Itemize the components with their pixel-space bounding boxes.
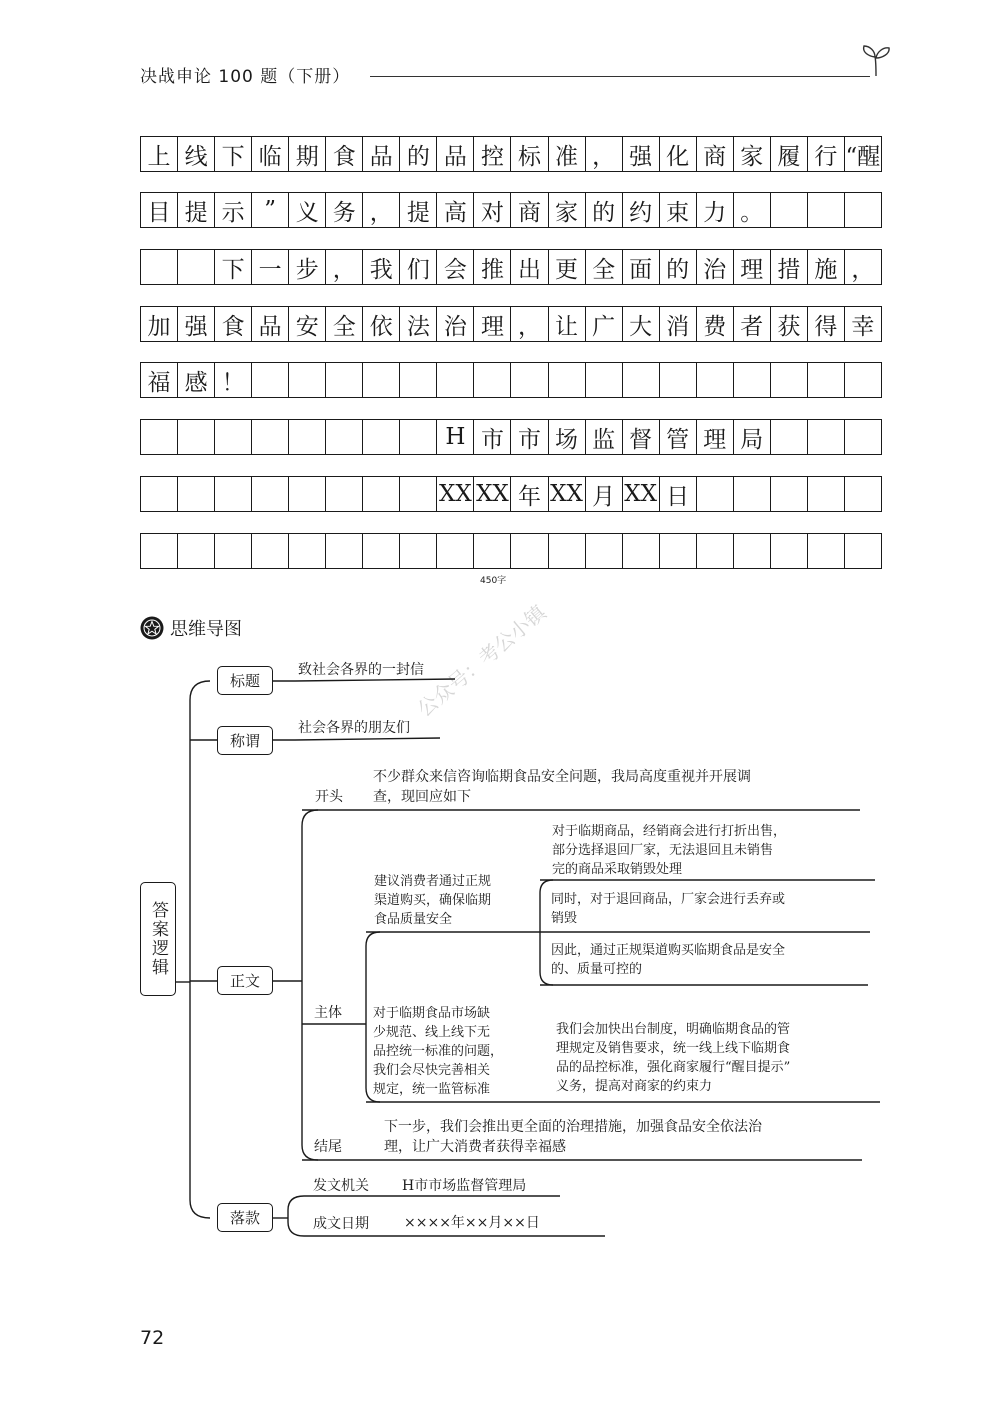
grid-cell: XX: [623, 477, 660, 511]
grid-cell: 监: [586, 420, 623, 454]
grid-row: [140, 249, 882, 285]
grid-cell: [363, 420, 400, 454]
grid-cell: [845, 420, 881, 454]
opening-label: 开头: [315, 789, 343, 805]
grid-cell: [326, 363, 363, 397]
grid-cell: ，: [511, 307, 548, 341]
grid-cell: XX: [549, 477, 586, 511]
grid-cell: 督: [623, 420, 660, 454]
branch1-text: [374, 872, 491, 929]
grid-cell: ，: [363, 193, 400, 227]
date-text: ××××年××月××日: [404, 1215, 540, 1231]
grid-cell: 消: [660, 307, 697, 341]
grid-row: [140, 476, 882, 512]
grid-cell: [808, 420, 845, 454]
grid-cell: ！: [215, 363, 252, 397]
leaf-line: 的、质量可控的: [551, 962, 643, 977]
title-node-label: 标题: [229, 672, 260, 690]
grid-cell: [252, 420, 289, 454]
title-text: 致社会各界的一封信: [298, 662, 424, 678]
grid-cell: 加: [141, 307, 178, 341]
branch1-line: 渠道购买，确保临期: [374, 893, 492, 908]
grid-cell: 一: [252, 250, 289, 284]
branch1-line: 建议消费者通过正规: [374, 874, 492, 889]
grid-row: [140, 306, 882, 342]
grid-row: [140, 533, 882, 569]
grid-cell: 感: [178, 363, 215, 397]
grid-cell: 下: [215, 137, 252, 171]
branch1-leaf2: [551, 890, 785, 928]
grid-cell: 临: [252, 137, 289, 171]
header-rule: [370, 76, 870, 77]
grid-cell: 治: [437, 307, 474, 341]
grid-cell: 示: [215, 193, 252, 227]
grid-cell: 的: [660, 250, 697, 284]
grid-cell: 全: [586, 250, 623, 284]
grid-cell: [660, 363, 697, 397]
grid-cell: [697, 477, 734, 511]
section-heading: [140, 615, 242, 641]
grid-cell: [511, 534, 548, 568]
grid-cell: 场: [549, 420, 586, 454]
salutation-node: [217, 726, 273, 755]
grid-cell: [845, 477, 881, 511]
grid-cell: [141, 420, 178, 454]
main-body-label: 主体: [314, 1005, 342, 1021]
branch2-line: 我们会尽快完善相关: [373, 1063, 491, 1078]
grid-cell: [845, 534, 881, 568]
branch2-line: 规定，统一监管标准: [373, 1082, 491, 1097]
grid-cell: [289, 363, 326, 397]
grid-cell: [549, 363, 586, 397]
grid-cell: ”: [252, 193, 289, 227]
grid-cell: [771, 534, 808, 568]
grid-cell: 品: [252, 307, 289, 341]
grid-cell: [252, 363, 289, 397]
grid-cell: 提: [178, 193, 215, 227]
grid-cell: 管: [660, 420, 697, 454]
grid-cell: [141, 250, 178, 284]
grid-cell: 行: [808, 137, 845, 171]
grid-cell: 标: [511, 137, 548, 171]
grid-cell: 品: [437, 137, 474, 171]
grid-cell: 年: [511, 477, 548, 511]
grid-cell: [437, 363, 474, 397]
grid-cell: [771, 477, 808, 511]
grid-cell: 的: [586, 193, 623, 227]
grid-cell: [289, 420, 326, 454]
grid-cell: 商: [697, 137, 734, 171]
grid-cell: [252, 534, 289, 568]
grid-cell: 者: [734, 307, 771, 341]
grid-cell: 的: [400, 137, 437, 171]
grid-cell: [141, 477, 178, 511]
grid-cell: 高: [437, 193, 474, 227]
grid-cell: 履: [771, 137, 808, 171]
opening-text-line1: 不少群众来信咨询临期食品安全问题，我局高度重视并开展调: [373, 769, 751, 785]
grid-cell: 对: [474, 193, 511, 227]
grid-cell: [808, 363, 845, 397]
grid-cell: 义: [289, 193, 326, 227]
grid-cell: 市: [511, 420, 548, 454]
grid-cell: 施: [808, 250, 845, 284]
grid-cell: [326, 477, 363, 511]
grid-cell: [474, 363, 511, 397]
grid-cell: [697, 534, 734, 568]
grid-cell: 食: [215, 307, 252, 341]
leaf-line: 义务，提高对商家的约束力: [556, 1079, 713, 1094]
grid-cell: [586, 534, 623, 568]
branch1-leaf1: [552, 822, 786, 879]
grid-cell: 化: [660, 137, 697, 171]
grid-cell: [326, 534, 363, 568]
grid-cell: [697, 363, 734, 397]
grid-cell: 理: [697, 420, 734, 454]
leaf-line: 品的品控标准，强化商家履行“醒目提示”: [556, 1060, 791, 1075]
grid-cell: [178, 477, 215, 511]
leaf-line: 我们会加快出台制度，明确临期食品的管: [556, 1022, 791, 1037]
grid-cell: 获: [771, 307, 808, 341]
issuer-label: 发文机关: [313, 1178, 369, 1194]
branch1-line: 食品质量安全: [374, 912, 453, 927]
grid-cell: 得: [808, 307, 845, 341]
grid-row: [140, 192, 882, 228]
grid-cell: 费: [697, 307, 734, 341]
grid-cell: 局: [734, 420, 771, 454]
signature-node-label: 落款: [229, 1209, 260, 1227]
grid-cell: [252, 477, 289, 511]
grid-cell: 法: [400, 307, 437, 341]
grid-cell: [400, 477, 437, 511]
leaf-line: 销毁: [551, 911, 578, 926]
grid-cell: [808, 477, 845, 511]
grid-cell: [178, 250, 215, 284]
grid-cell: 福: [141, 363, 178, 397]
grid-cell: [771, 193, 808, 227]
grid-cell: [326, 420, 363, 454]
grid-cell: 出: [511, 250, 548, 284]
grid-cell: [474, 534, 511, 568]
title-node: [217, 666, 273, 695]
leaf-line: 部分选择退回厂家，无法退回且未销售: [552, 843, 774, 858]
section-title: 思维导图: [170, 619, 242, 640]
sprout-icon: [858, 44, 894, 78]
grid-cell: 理: [474, 307, 511, 341]
ending-text-line2: 理，让广大消费者获得幸福感: [384, 1139, 566, 1155]
branch2-line: 对于临期食品市场缺: [373, 1006, 491, 1021]
grid-row: [140, 136, 882, 172]
grid-cell: [511, 363, 548, 397]
grid-cell: 强: [623, 137, 660, 171]
grid-cell: [215, 534, 252, 568]
grid-cell: 准: [549, 137, 586, 171]
grid-cell: [178, 534, 215, 568]
grid-cell: [808, 534, 845, 568]
grid-cell: 月: [586, 477, 623, 511]
grid-cell: 食: [326, 137, 363, 171]
signature-node: [217, 1203, 273, 1232]
grid-cell: [363, 363, 400, 397]
grid-cell: 治: [697, 250, 734, 284]
grid-cell: 会: [437, 250, 474, 284]
grid-cell: 强: [178, 307, 215, 341]
grid-cell: [845, 193, 881, 227]
grid-cell: 措: [771, 250, 808, 284]
branch1-leaf3: [551, 941, 785, 979]
grid-cell: 们: [400, 250, 437, 284]
grid-cell: [549, 534, 586, 568]
salutation-text: 社会各界的朋友们: [298, 720, 410, 736]
issuer-text: H市市场监督管理局: [402, 1178, 527, 1194]
grid-cell: 束: [660, 193, 697, 227]
grid-cell: [771, 363, 808, 397]
root-node: [140, 882, 176, 996]
grid-cell: [400, 420, 437, 454]
leaf-line: 对于临期商品，经销商会进行打折出售，: [552, 824, 787, 839]
grid-cell: 约: [623, 193, 660, 227]
grid-cell: 上: [141, 137, 178, 171]
ending-label: 结尾: [314, 1139, 342, 1155]
grid-cell: [289, 534, 326, 568]
grid-cell: [734, 534, 771, 568]
grid-cell: 商: [511, 193, 548, 227]
grid-cell: [845, 363, 881, 397]
ending-text-line1: 下一步，我们会推出更全面的治理措施，加强食品安全依法治: [384, 1119, 762, 1135]
grid-cell: XX: [437, 477, 474, 511]
grid-cell: 提: [400, 193, 437, 227]
grid-cell: [363, 534, 400, 568]
grid-cell: [215, 477, 252, 511]
grid-cell: 品: [363, 137, 400, 171]
grid-cell: [734, 477, 771, 511]
grid-row: [140, 419, 882, 455]
grid-cell: 让: [549, 307, 586, 341]
grid-cell: XX: [474, 477, 511, 511]
grid-cell: 控: [474, 137, 511, 171]
leaf-line: 完的商品采取销毁处理: [552, 862, 683, 877]
grid-cell: [734, 363, 771, 397]
grid-cell: [289, 477, 326, 511]
grid-cell: 市: [474, 420, 511, 454]
grid-cell: ，: [326, 250, 363, 284]
leaf-line: 因此，通过正规渠道购买临期食品是安全: [551, 943, 786, 958]
grid-cell: [623, 363, 660, 397]
salutation-node-label: 称谓: [229, 732, 260, 750]
grid-cell: 全: [326, 307, 363, 341]
grid-cell: 线: [178, 137, 215, 171]
grid-cell: 家: [734, 137, 771, 171]
grid-cell: [660, 534, 697, 568]
root-node-label: 答案逻辑: [148, 901, 168, 977]
grid-cell: 力: [697, 193, 734, 227]
branch2-line: 品控统一标准的问题，: [373, 1044, 504, 1059]
page-number: 72: [140, 1327, 165, 1349]
grid-cell: 理: [734, 250, 771, 284]
grid-cell: [437, 534, 474, 568]
grid-cell: 幸: [851, 313, 875, 340]
grid-cell: ，: [586, 137, 623, 171]
body-node: [217, 966, 273, 995]
grid-cell: 家: [549, 193, 586, 227]
grid-cell: 面: [623, 250, 660, 284]
opening-text-line2: 查，现回应如下: [373, 789, 471, 805]
grid-cell: 推: [474, 250, 511, 284]
grid-cell: 下: [215, 250, 252, 284]
body-node-label: 正文: [229, 972, 260, 990]
branch2-line: 少规范、线上线下无: [373, 1025, 491, 1040]
grid-cell: 依: [363, 307, 400, 341]
grid-cell: 。: [734, 193, 771, 227]
grid-row: [140, 362, 882, 398]
grid-cell: [215, 420, 252, 454]
grid-cell: 目: [141, 193, 178, 227]
branch2-text: [373, 1004, 503, 1099]
grid-cell: [400, 534, 437, 568]
grid-cell: [363, 477, 400, 511]
running-header-title: 决战申论 100 题（下册）: [140, 67, 351, 87]
grid-cell: 日: [660, 477, 697, 511]
grid-cell: 我: [363, 250, 400, 284]
grid-cell: 广: [586, 307, 623, 341]
branch2-leaf: [556, 1020, 790, 1096]
grid-cell: 期: [289, 137, 326, 171]
grid-cell: [178, 420, 215, 454]
grid-cell: [771, 420, 808, 454]
word-count-label: 450字: [480, 576, 507, 586]
grid-cell: 大: [623, 307, 660, 341]
grid-cell: [141, 534, 178, 568]
date-label: 成文日期: [313, 1216, 369, 1232]
grid-cell: [808, 193, 845, 227]
watermark: 公众号：考公小镇: [412, 600, 551, 722]
grid-cell: 步: [289, 250, 326, 284]
grid-cell: [586, 363, 623, 397]
grid-cell: 更: [549, 250, 586, 284]
grid-cell: H: [437, 420, 474, 454]
leaf-line: 理规定及销售要求，统一线上线下临期食: [556, 1041, 791, 1056]
star-badge-icon: [140, 616, 164, 640]
grid-cell: ，: [851, 256, 875, 283]
grid-cell: “醒: [845, 143, 881, 170]
grid-cell: [623, 534, 660, 568]
grid-cell: 安: [289, 307, 326, 341]
leaf-line: 同时，对于退回商品，厂家会进行丢弃或: [551, 892, 786, 907]
grid-cell: 务: [326, 193, 363, 227]
grid-cell: [400, 363, 437, 397]
